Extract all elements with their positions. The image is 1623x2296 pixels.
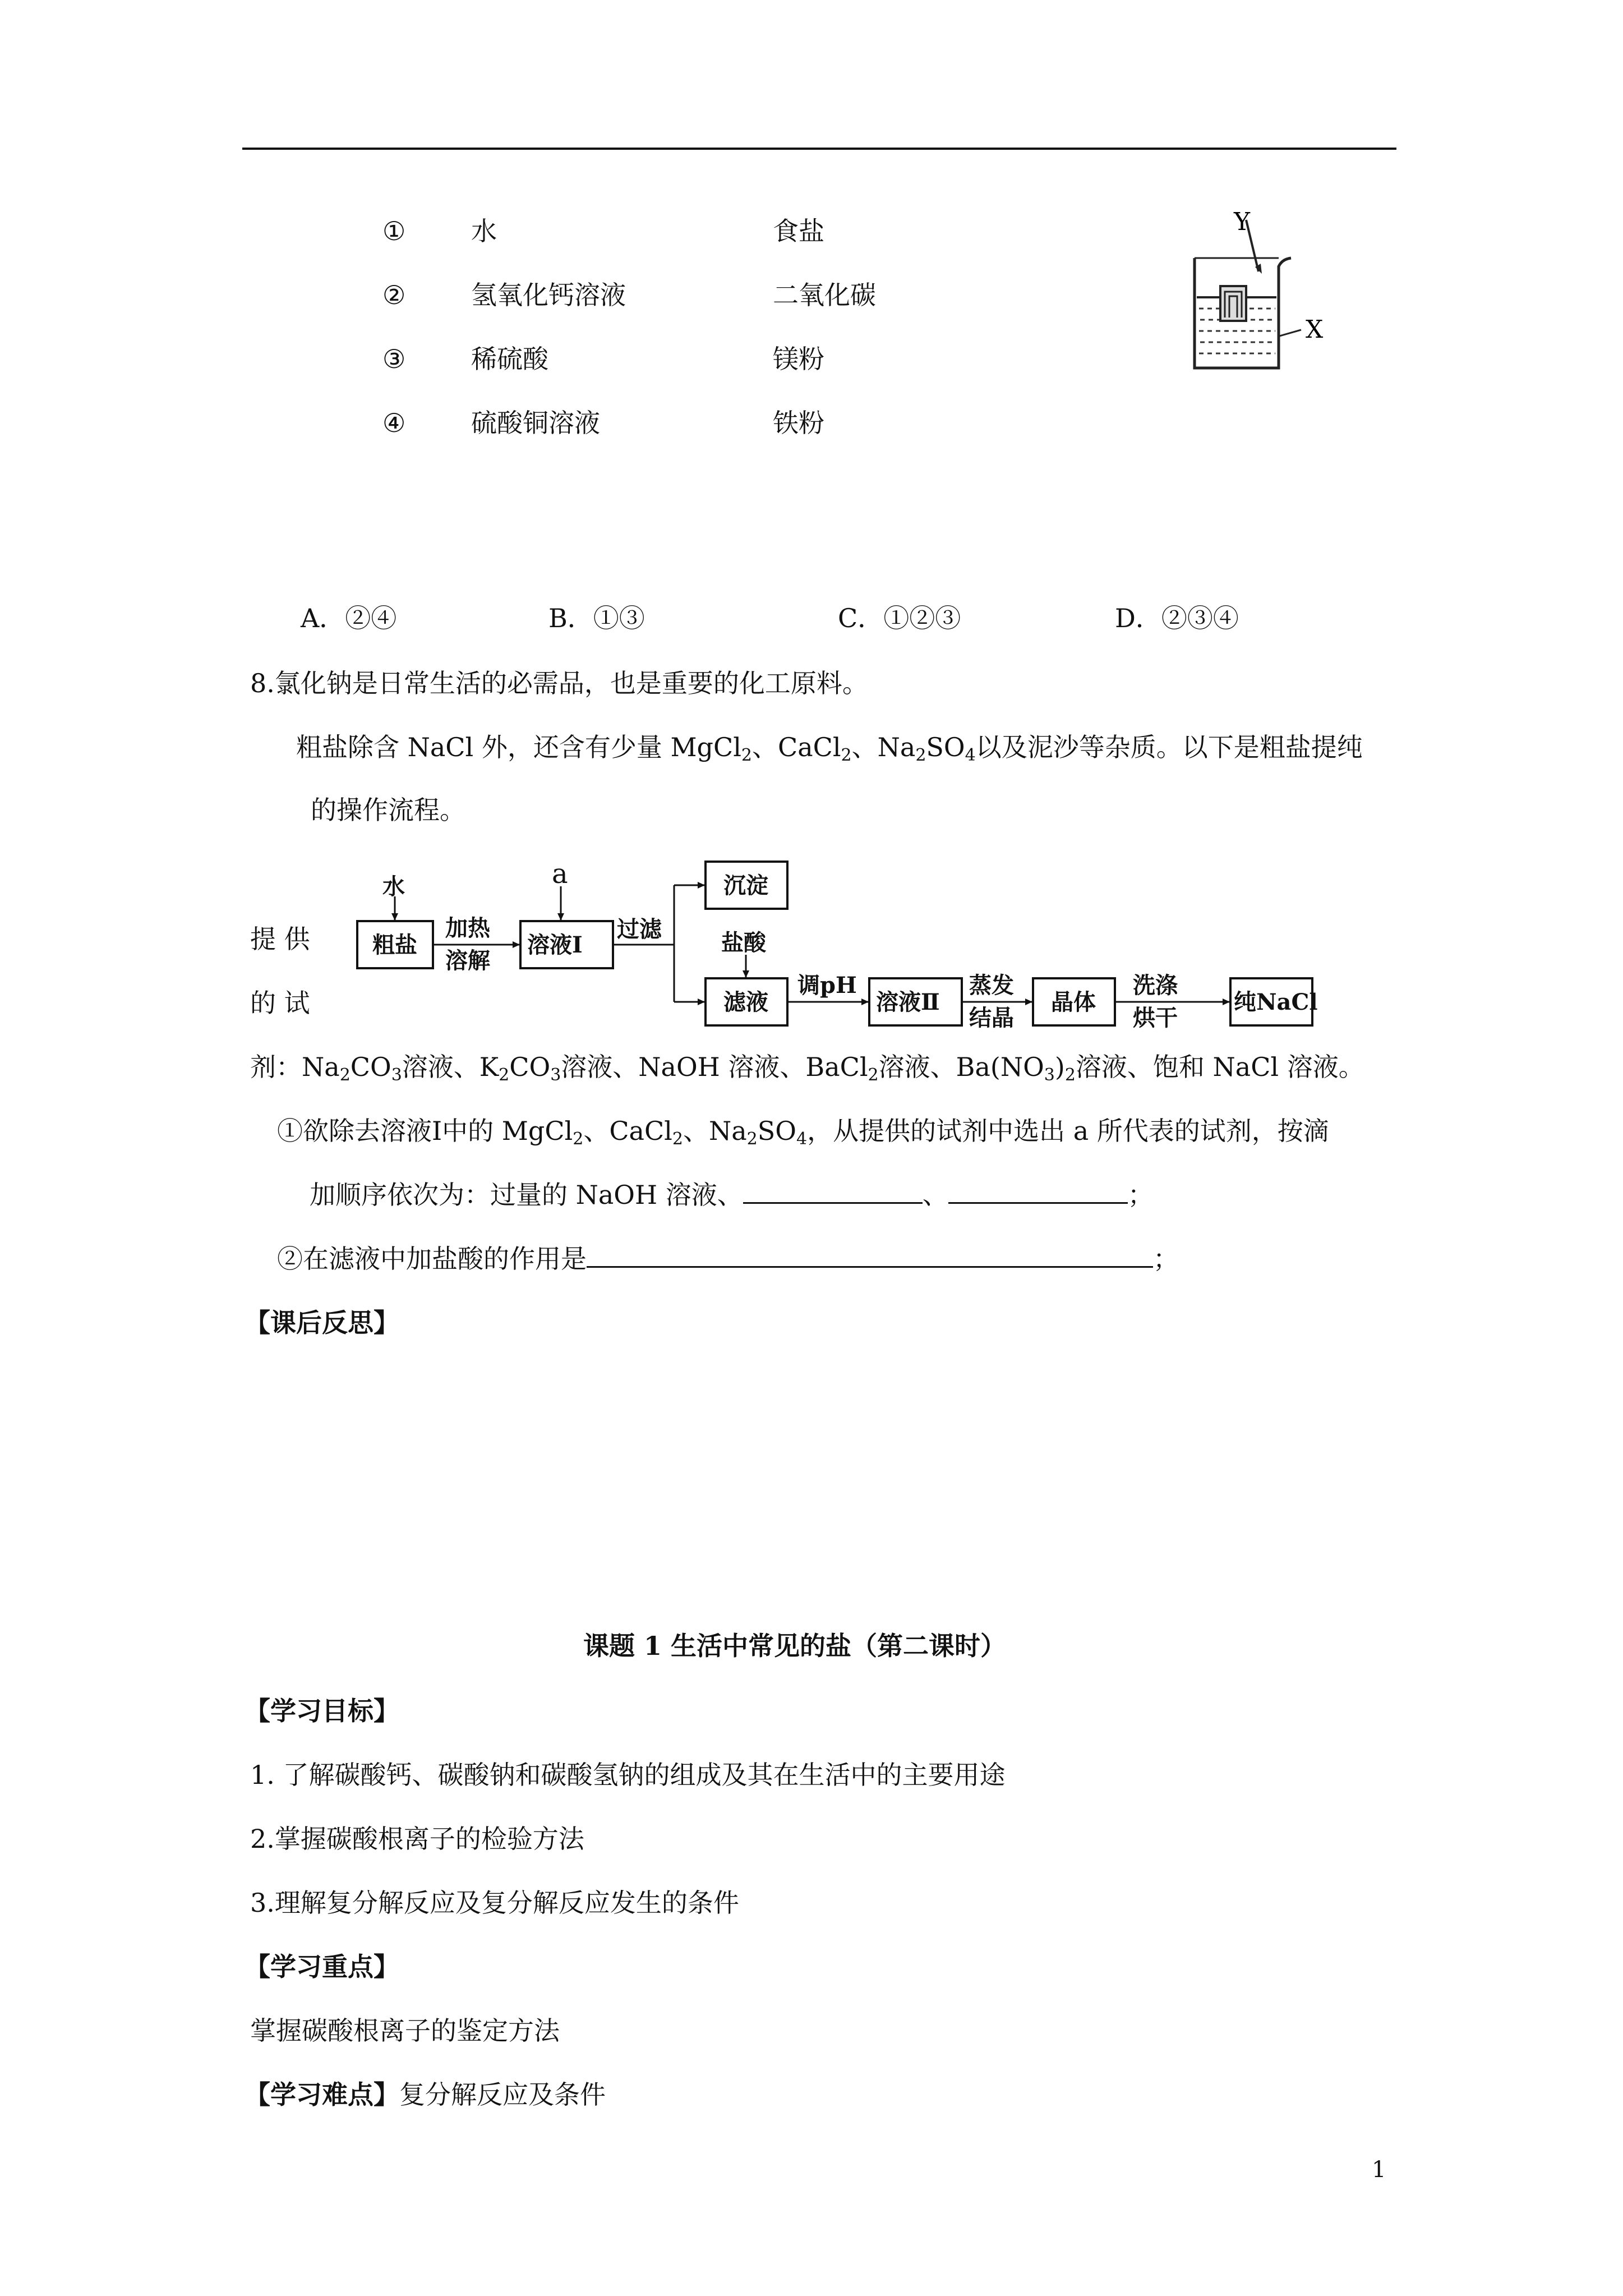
q8-side-1: 提 供	[250, 924, 310, 954]
label-crystallize: 结晶	[969, 1005, 1014, 1031]
beaker-label-y: Y	[1234, 208, 1251, 236]
label-pure-nacl: 纯NaCl	[1234, 989, 1318, 1015]
option-y: 二氧化碳	[773, 280, 876, 310]
q8-sub1: ①欲除去溶液Ⅰ中的 MgCl$_2$、CaCl$_2$、$Na_2SO_4$，从提供的试剂中选出 a 所代表的试剂，按滴	[277, 1116, 1329, 1149]
beaker-figure	[1183, 208, 1346, 376]
label-reagent-a: a	[552, 858, 568, 890]
choice-a: A．②④	[301, 603, 397, 633]
header-rule	[242, 148, 1396, 150]
flow-chart	[348, 858, 1324, 1038]
option-num: ③	[382, 344, 406, 374]
label-dissolve: 溶解	[445, 947, 490, 974]
option-x: 水	[471, 216, 497, 246]
key-text: 掌握碳酸根离子的鉴定方法	[250, 2016, 560, 2046]
goal-item: 2.掌握碳酸根离子的检验方法	[250, 1824, 584, 1854]
answer-blank-2[interactable]	[948, 1180, 1128, 1204]
difficulty-heading: 【学习难点】	[245, 2079, 399, 2110]
choice-c: C．①②③	[838, 603, 961, 633]
option-x: 硫酸铜溶液	[471, 408, 600, 438]
goal-item: 3.理解复分解反应及复分解反应发生的条件	[250, 1888, 739, 1918]
label-evaporate: 蒸发	[969, 972, 1014, 999]
option-x: 稀硫酸	[471, 344, 548, 374]
answer-blank-1[interactable]	[743, 1180, 923, 1204]
label-solution-1: 溶液Ⅰ	[527, 932, 583, 958]
key-heading: 【学习重点】	[245, 1952, 399, 1982]
option-y: 镁粉	[773, 344, 824, 374]
goal-item: 1. 了解碳酸钙、碳酸钠和碳酸氢钠的组成及其在生活中的主要用途	[250, 1760, 1006, 1790]
difficulty-line	[245, 2078, 606, 2111]
reflection-heading: 【课后反思】	[245, 1308, 399, 1338]
q8-intro: 粗盐除含 NaCl 外，还含有少量 MgCl$_2$、CaCl$_2$、$Na_2SO_4$以及泥沙等杂质。以下是粗盐提纯	[296, 732, 1363, 765]
page-number: 1	[1372, 2157, 1386, 2183]
option-num: ①	[382, 216, 406, 246]
q8-side-2: 的 试	[250, 988, 310, 1018]
label-wash: 洗涤	[1133, 972, 1178, 999]
lesson-title: 课题 1 生活中常见的盐（第二课时）	[583, 1631, 1007, 1661]
beaker-label-x: X	[1306, 315, 1324, 344]
label-dry: 烘干	[1133, 1005, 1178, 1031]
answer-blank-3[interactable]	[587, 1244, 1153, 1268]
label-crude-salt: 粗盐	[372, 932, 417, 958]
q8-title: 8.氯化钠是日常生活的必需品，也是重要的化工原料。	[250, 668, 868, 698]
label-adjust-ph: 调pH	[797, 972, 857, 999]
option-num: ④	[382, 408, 406, 438]
label-precipitate: 沉淀	[723, 872, 768, 899]
choice-d: D．②③④	[1115, 603, 1239, 633]
option-y: 食盐	[773, 216, 824, 246]
label-heat: 加热	[445, 915, 490, 941]
q8-intro-line2: 的操作流程。	[311, 795, 465, 825]
label-water: 水	[382, 873, 405, 900]
label-solution-2: 溶液Ⅱ	[876, 989, 940, 1015]
label-hcl: 盐酸	[721, 930, 766, 956]
q8-sub1-line2: 加顺序依次为：过量的 NaOH 溶液、 、 ；	[310, 1180, 1154, 1210]
option-num: ②	[382, 280, 406, 310]
option-y: 铁粉	[773, 408, 824, 438]
option-x: 氢氧化钙溶液	[471, 280, 626, 310]
goals-heading: 【学习目标】	[245, 1696, 399, 1726]
q8-sub2: ②在滤液中加盐酸的作用是 ；	[277, 1244, 1179, 1274]
label-crystal: 晶体	[1051, 989, 1096, 1015]
label-filtrate: 滤液	[723, 989, 768, 1015]
difficulty-text: 复分解反应及条件	[399, 2079, 606, 2110]
q8-reagents: 剂：$Na_2CO_3$溶液、$K_2CO_3$溶液、NaOH 溶液、BaCl$_2$溶液、$Ba(NO_3)_2$溶液、饱和 NaCl 溶液。	[250, 1052, 1364, 1085]
choice-b: B．①③	[548, 603, 645, 633]
label-filter: 过滤	[617, 916, 662, 942]
